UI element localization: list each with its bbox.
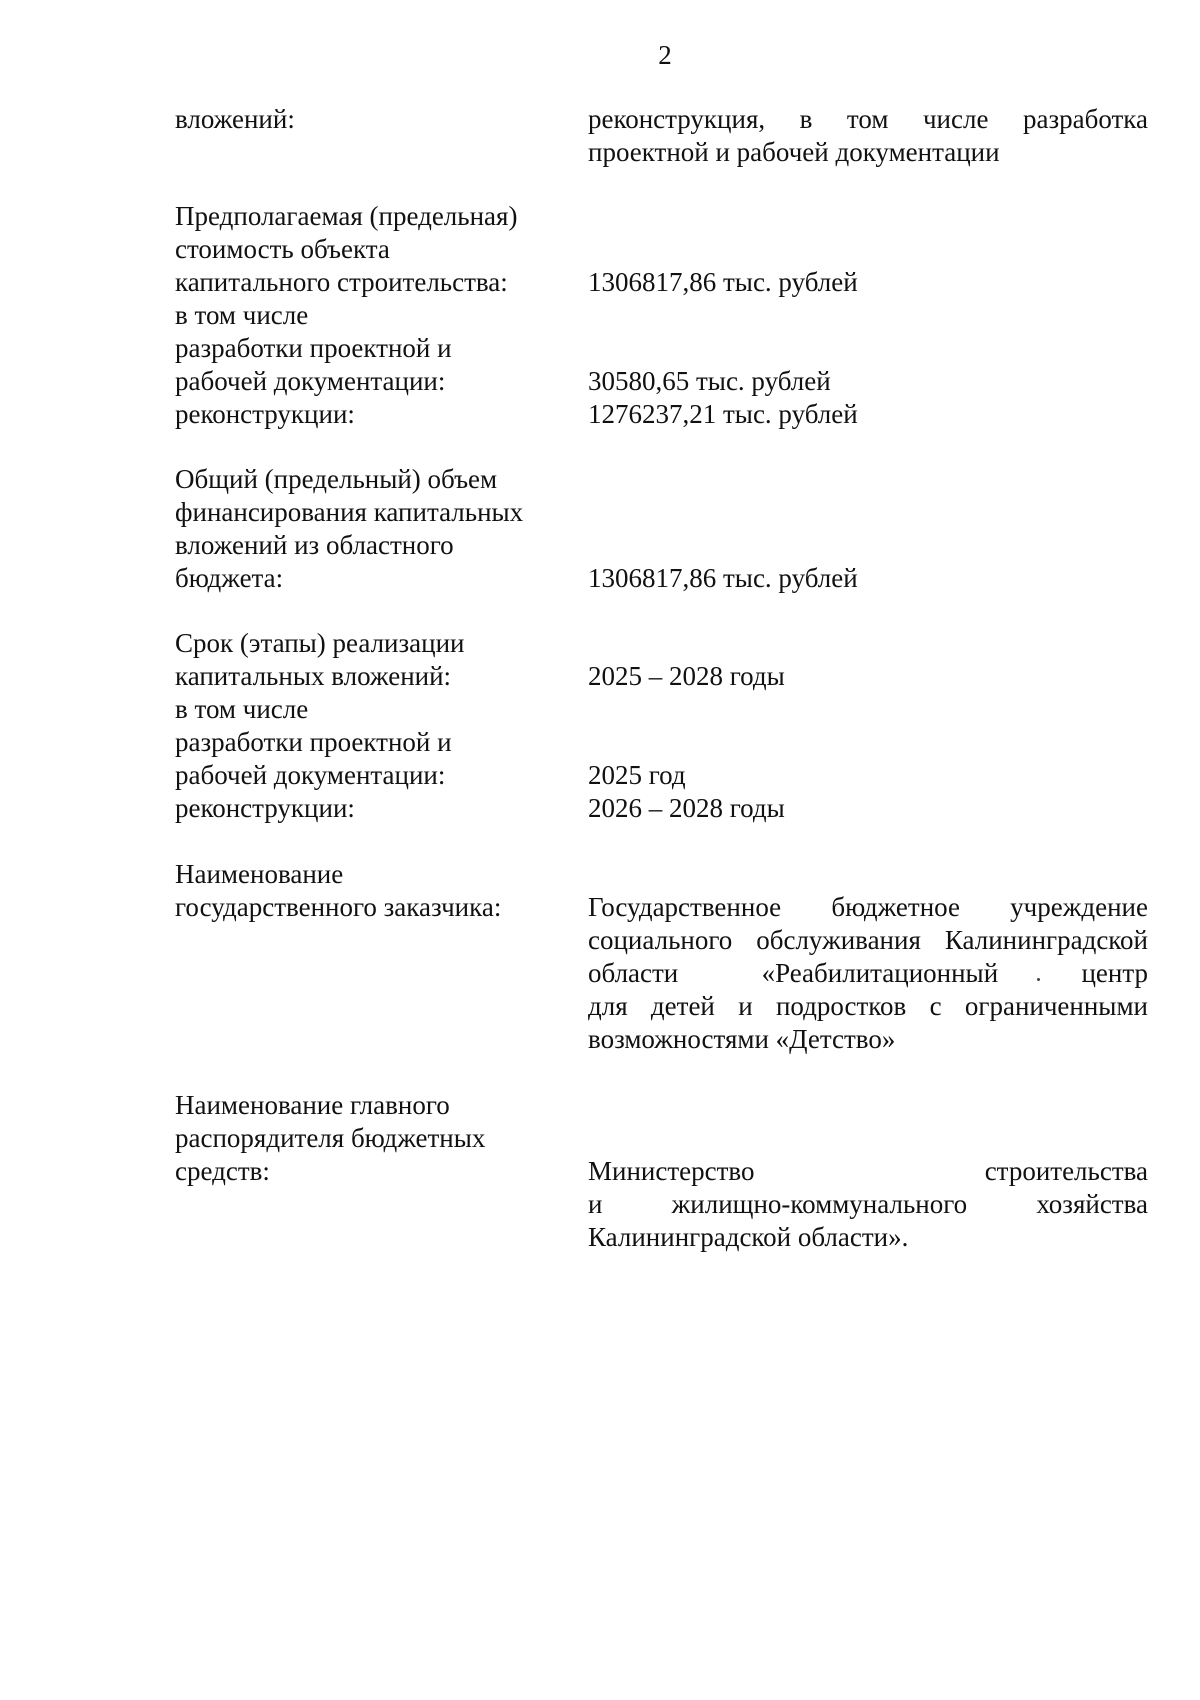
value-line xyxy=(588,1155,1148,1188)
label-line: разработки проектной и xyxy=(175,727,452,757)
page-number: 2 xyxy=(658,40,672,70)
label-line: капитальных вложений: xyxy=(175,661,452,691)
value-word: Министерство xyxy=(588,1156,755,1186)
value-line: для детей и подростков с ограниченными xyxy=(588,991,1148,1021)
label-line: бюджета: xyxy=(175,563,284,593)
label-line: средств: xyxy=(175,1156,270,1186)
label-line: разработки проектной и xyxy=(175,333,452,363)
label-line: рабочей документации: xyxy=(175,366,446,396)
label-line: реконструкции: xyxy=(175,793,355,823)
label-line: Общий (предельный) объем xyxy=(175,464,498,494)
value-word: центр xyxy=(1081,958,1148,988)
value-line xyxy=(588,1188,1148,1221)
value-line: Калининградской области». xyxy=(588,1222,909,1252)
label-line: Предполагаемая (предельная) xyxy=(175,201,518,231)
value-word: жилищно-коммунального xyxy=(671,1189,968,1219)
value-line: 1306817,86 тыс. рублей xyxy=(588,563,858,593)
value-word: строительства xyxy=(984,1156,1148,1186)
label-line: распорядителя бюджетных xyxy=(175,1123,486,1153)
label-line: Наименование xyxy=(175,859,344,889)
value-line: 1306817,86 тыс. рублей xyxy=(588,267,858,297)
value-line: 1276237,21 тыс. рублей xyxy=(588,399,858,429)
label-line: реконструкции: xyxy=(175,399,355,429)
value-word: и xyxy=(588,1189,603,1219)
value-line: Государственное бюджетное учреждение xyxy=(588,892,1148,922)
value-line xyxy=(588,957,1148,990)
label-line: Срок (этапы) реализации xyxy=(175,628,465,658)
stray-dot xyxy=(1037,978,1040,981)
label-line: государственного заказчика: xyxy=(175,892,502,922)
label-line: рабочей документации: xyxy=(175,760,446,790)
label-line: в том числе xyxy=(175,694,309,724)
label-line: стоимость объекта xyxy=(175,234,390,264)
label-line: капитального строительства: xyxy=(175,267,508,297)
value-line: 2026 – 2028 годы xyxy=(588,793,785,823)
value-word: «Реабилитационный xyxy=(761,958,999,988)
label-line: Наименование главного xyxy=(175,1090,450,1120)
label-line: финансирования капитальных xyxy=(175,497,524,527)
label-line: вложений из областного xyxy=(175,530,454,560)
value-line: возможностями «Детство» xyxy=(588,1024,896,1054)
value-line: 30580,65 тыс. рублей xyxy=(588,366,831,396)
label-line: вложений: xyxy=(175,104,295,134)
value-line: проектной и рабочей документации xyxy=(588,137,1000,167)
label-line: в том числе xyxy=(175,300,309,330)
value-word: области xyxy=(588,958,679,988)
value-line: реконструкция, в том числе разработка xyxy=(588,104,1148,134)
value-line: 2025 год xyxy=(588,760,686,790)
value-line: социального обслуживания Калининградской xyxy=(588,925,1148,955)
value-word: хозяйства xyxy=(1036,1189,1148,1219)
value-line: 2025 – 2028 годы xyxy=(588,661,785,691)
